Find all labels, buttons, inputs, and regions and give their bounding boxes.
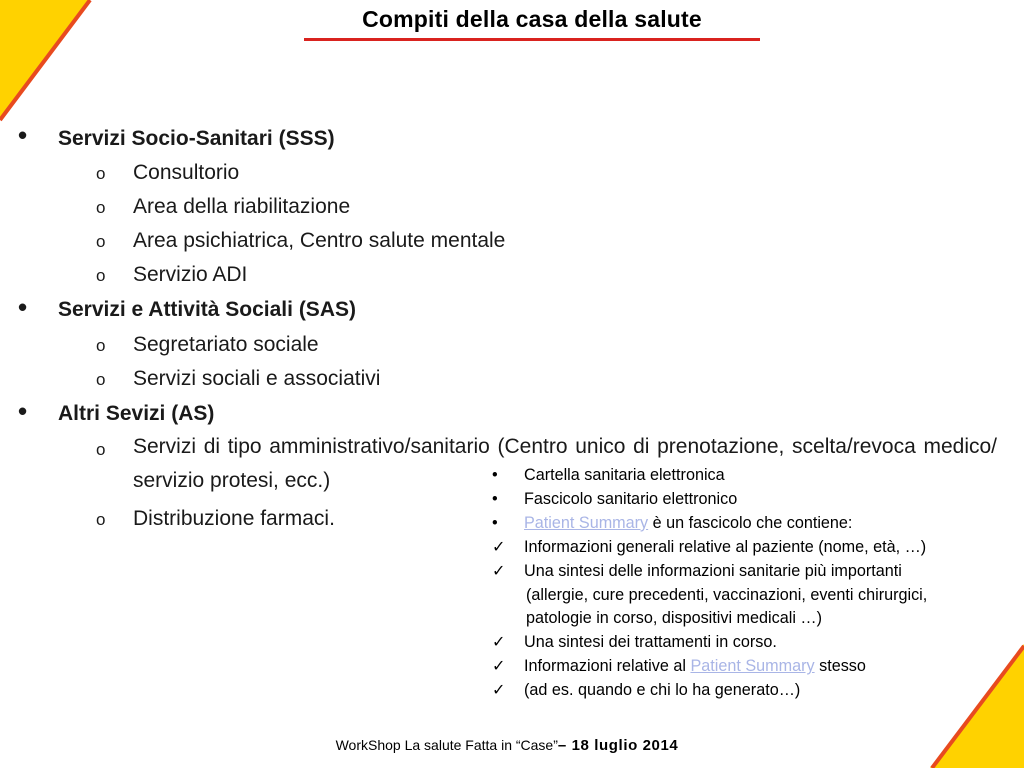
list-item: Servizio ADI: [133, 263, 248, 286]
footer-text: WorkShop La salute Fatta in “Case”: [335, 737, 558, 753]
list-item: Distribuzione farmaci.: [133, 507, 335, 530]
list-item: [492, 679, 1024, 703]
sub-bullet-mark: o: [96, 232, 106, 251]
footer-date: – 18 luglio 2014: [557, 737, 679, 754]
patient-summary-link[interactable]: Patient Summary: [690, 657, 815, 676]
list-item-text: Informazioni generali relative al paziente (nome, età, …): [524, 537, 927, 556]
list-item: [492, 560, 1024, 584]
patient-summary-link[interactable]: Patient Summary: [524, 513, 649, 532]
section-heading-as: Altri Sevizi (AS): [58, 402, 215, 425]
list-item: [492, 631, 1024, 655]
bullet-mark: •: [492, 513, 498, 532]
list-item-continuation: (allergie, cure precedenti, vaccinazioni, eventi chirurgici,: [526, 585, 928, 604]
section-heading-sss: Servizi Socio-Sanitari (SSS): [58, 127, 335, 150]
sub-bullet-mark: o: [96, 370, 106, 389]
checkmark-icon: ✓: [492, 633, 506, 652]
list-item: [492, 464, 1024, 488]
list-item: [492, 512, 1024, 536]
list-item-text: è un fascicolo che contiene:: [648, 513, 853, 532]
slide-title: Compiti della casa della salute: [362, 6, 702, 32]
list-item-text: Una sintesi delle informazioni sanitarie più importanti: [524, 561, 902, 580]
sub-bullet-mark: o: [96, 510, 106, 529]
slide-footer: [0, 737, 1014, 754]
bullet-mark: •: [18, 292, 28, 322]
bullet-mark: •: [492, 489, 498, 508]
checkmark-icon: ✓: [492, 657, 506, 676]
sub-bullet-mark: o: [96, 164, 106, 183]
sub-bullet-mark: o: [96, 336, 106, 355]
list-item-text: Una sintesi dei trattamenti in corso.: [524, 633, 777, 652]
checkmark-icon: ✓: [492, 561, 506, 580]
list-item-continuation: patologie in corso, dispositivi medicali …): [526, 609, 822, 628]
list-item: [492, 488, 1024, 512]
list-item-text: stesso: [814, 657, 866, 676]
sub-bullet-mark: o: [96, 440, 106, 459]
list-item: [492, 655, 1024, 679]
list-item: Area della riabilitazione: [133, 195, 351, 218]
list-item-text: Cartella sanitaria elettronica: [524, 466, 725, 484]
list-item: Consultorio: [133, 161, 240, 184]
section-heading-sas: Servizi e Attività Sociali (SAS): [58, 298, 356, 321]
list-item: [492, 536, 1024, 560]
list-item: Area psichiatrica, Centro salute mentale: [133, 229, 506, 252]
title-underline: [304, 38, 760, 41]
checkmark-icon: ✓: [492, 681, 506, 700]
list-item-text: (ad es. quando e chi lo ha generato…): [524, 681, 801, 700]
list-item-text: Fascicolo sanitario elettronico: [524, 489, 738, 508]
bullet-mark: •: [492, 466, 498, 484]
bullet-mark: •: [18, 120, 28, 150]
sub-bullet-mark: o: [96, 266, 106, 285]
list-item: Segretariato sociale: [133, 333, 319, 356]
sub-bullet-mark: o: [96, 198, 106, 217]
patient-summary-list: [492, 464, 1024, 703]
list-item: Servizi di tipo amministrativo/sanitario (Centro unico di prenotazione, scelta/revoca medico/ servizio protesi, ecc.): [133, 435, 997, 492]
list-item: Servizi sociali e associativi: [133, 367, 381, 390]
list-item-text: Informazioni relative al: [524, 657, 691, 676]
bullet-mark: •: [18, 396, 28, 426]
checkmark-icon: ✓: [492, 537, 506, 556]
